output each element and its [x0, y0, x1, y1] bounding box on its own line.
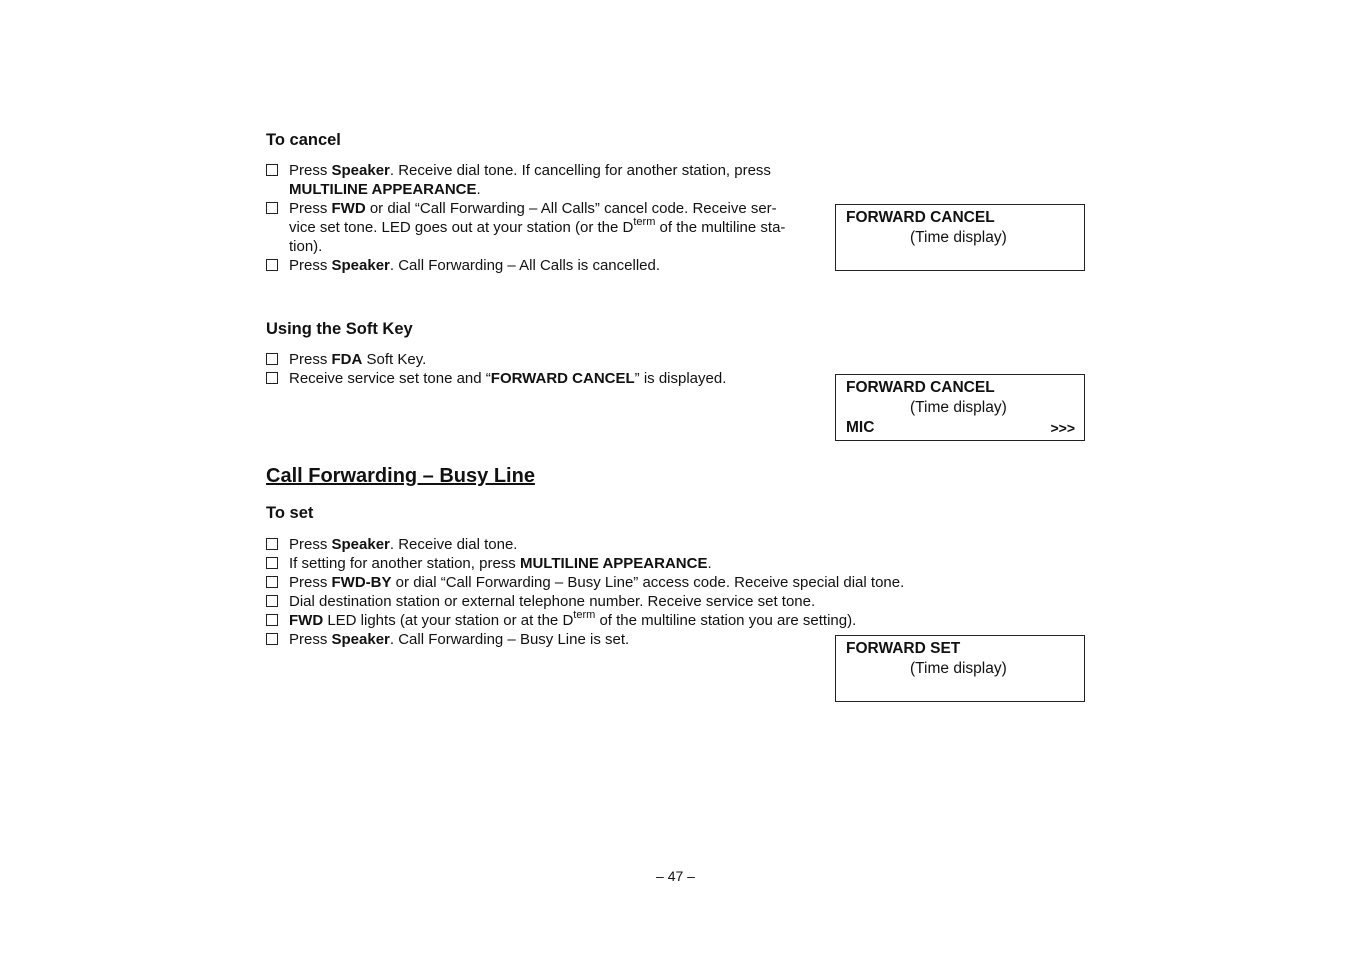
section-title: Call Forwarding – Busy Line [266, 465, 535, 487]
list-item: Press FWD-BY or dial “Call Forwarding – Busy Line” access code. Receive special dial tone. [266, 573, 986, 592]
checkbox-icon [266, 372, 278, 384]
to-cancel-heading: To cancel [266, 131, 341, 149]
checkbox-icon [266, 595, 278, 607]
list-item: Dial destination station or external telephone number. Receive service set tone. [266, 592, 986, 611]
list-item: Press Speaker. Call Forwarding – Busy Line is set. [266, 630, 986, 649]
display-line-1: FORWARD CANCEL [846, 379, 995, 396]
checkbox-icon [266, 633, 278, 645]
soft-key-mic-label: MIC [846, 419, 875, 436]
checkbox-icon [266, 576, 278, 588]
checkbox-icon [266, 538, 278, 550]
list-item: Press Speaker. Receive dial tone. If cancelling for another station, press MULTILINE APPEARANCE. [266, 161, 826, 199]
list-item: Press FWD or dial “Call Forwarding – All Calls” cancel code. Receive ser- vice set tone. LED goes out at your station (or the $D^{term}$ of the multiline sta- tion). [266, 199, 826, 256]
list-item: If setting for another station, press MULTILINE APPEARANCE. [266, 554, 986, 573]
checkbox-icon [266, 259, 278, 271]
soft-key-more-label: >>> [1050, 420, 1075, 436]
soft-key-heading: Using the Soft Key [266, 320, 413, 338]
soft-key-steps [266, 350, 826, 388]
list-item: Press Speaker. Call Forwarding – All Calls is cancelled. [266, 256, 826, 275]
checkbox-icon [266, 614, 278, 626]
checkbox-icon [266, 164, 278, 176]
display-line-1: FORWARD CANCEL [846, 209, 995, 226]
checkbox-icon [266, 557, 278, 569]
to-cancel-steps [266, 161, 826, 275]
display-forward-set [835, 635, 1085, 702]
display-line-1: FORWARD SET [846, 640, 961, 657]
checkbox-icon [266, 353, 278, 365]
display-line-2: (Time display) [910, 399, 1007, 416]
page-number: – 47 – [656, 868, 695, 884]
list-item: Press Speaker. Receive dial tone. [266, 535, 986, 554]
display-line-2: (Time display) [910, 229, 1007, 246]
list-item: Receive service set tone and “FORWARD CANCEL” is displayed. [266, 369, 826, 388]
display-forward-cancel-soft-key [835, 374, 1085, 441]
busy-line-steps [266, 535, 986, 649]
list-item: FWD LED lights (at your station or at the $D^{term}$ of the multiline station you are setting). [266, 611, 986, 630]
display-line-2: (Time display) [910, 660, 1007, 677]
checkbox-icon [266, 202, 278, 214]
display-forward-cancel [835, 204, 1085, 271]
list-item: Press FDA Soft Key. [266, 350, 826, 369]
to-set-heading: To set [266, 504, 314, 522]
